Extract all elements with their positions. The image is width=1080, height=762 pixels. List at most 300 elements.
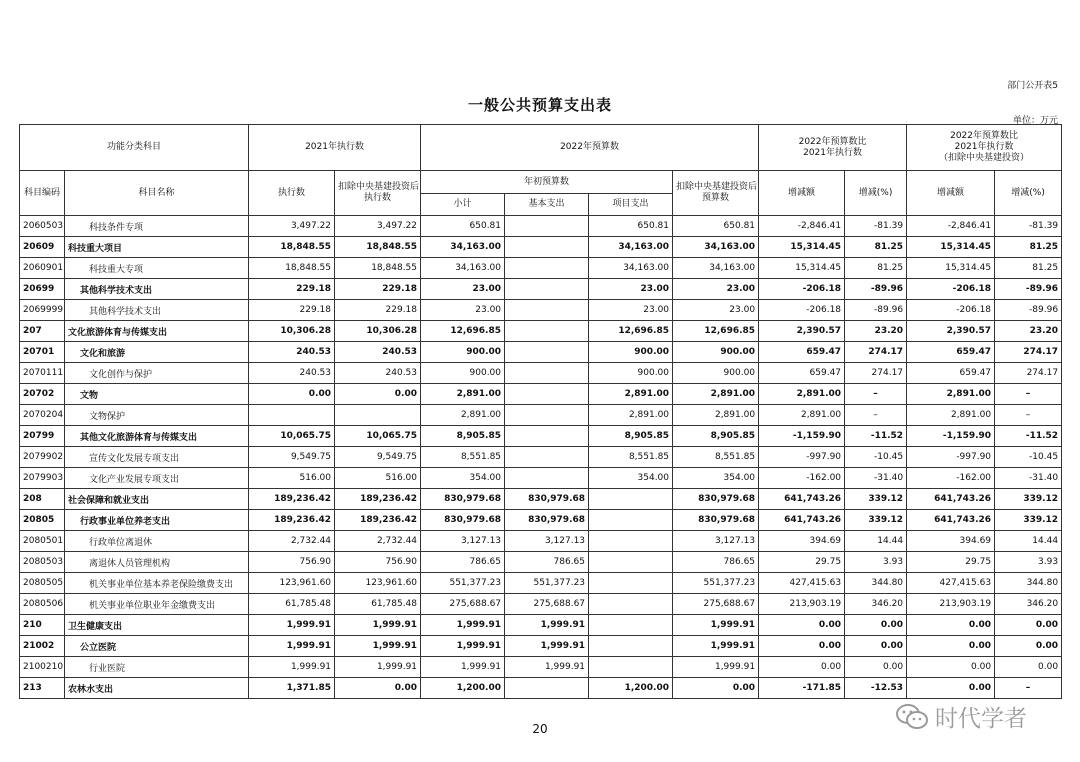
cell-pct1: 0.00 bbox=[845, 615, 907, 636]
cell-exec-ex: 3,497.22 bbox=[335, 216, 421, 237]
cell-pct2: – bbox=[995, 384, 1062, 405]
cell-project: 2,891.00 bbox=[589, 405, 673, 426]
budget-table bbox=[19, 124, 1062, 699]
cell-code: 20609 bbox=[20, 237, 65, 258]
page-number: 20 bbox=[532, 722, 548, 736]
cell-pct2: 344.80 bbox=[995, 573, 1062, 594]
cell-exec: 10,065.75 bbox=[249, 426, 335, 447]
cell-exec: 2,732.44 bbox=[249, 531, 335, 552]
table-row bbox=[20, 636, 1062, 657]
cell-incr1: 0.00 bbox=[759, 636, 845, 657]
cell-exec: 9,549.75 bbox=[249, 447, 335, 468]
cell-incr1: 641,743.26 bbox=[759, 510, 845, 531]
cell-incr1: 2,390.57 bbox=[759, 321, 845, 342]
header-subtotal: 小计 bbox=[421, 194, 505, 216]
cell-budget-ex: 275,688.67 bbox=[673, 594, 759, 615]
cell-basic bbox=[505, 447, 589, 468]
cell-pct1: 0.00 bbox=[845, 636, 907, 657]
cell-incr1: 15,314.45 bbox=[759, 237, 845, 258]
cell-incr1: 427,415.63 bbox=[759, 573, 845, 594]
cell-code: 2100210 bbox=[20, 657, 65, 678]
cell-exec: 516.00 bbox=[249, 468, 335, 489]
cell-name: 离退休人员管理机构 bbox=[65, 552, 249, 573]
cell-subtotal: 2,891.00 bbox=[421, 405, 505, 426]
cell-exec-ex: 240.53 bbox=[335, 342, 421, 363]
cell-incr2: 2,390.57 bbox=[907, 321, 995, 342]
cell-code: 2079902 bbox=[20, 447, 65, 468]
cell-subtotal: 1,999.91 bbox=[421, 615, 505, 636]
cell-exec: 123,961.60 bbox=[249, 573, 335, 594]
cell-basic: 275,688.67 bbox=[505, 594, 589, 615]
header-exec-2021: 2021年执行数 bbox=[249, 125, 421, 171]
cell-pct1: – bbox=[845, 384, 907, 405]
cell-exec: 18,848.55 bbox=[249, 237, 335, 258]
cell-subtotal: 1,999.91 bbox=[421, 636, 505, 657]
cell-incr2: 2,891.00 bbox=[907, 405, 995, 426]
cell-incr1: 0.00 bbox=[759, 657, 845, 678]
cell-pct1: 339.12 bbox=[845, 489, 907, 510]
cell-budget-ex: 34,163.00 bbox=[673, 258, 759, 279]
table-row bbox=[20, 573, 1062, 594]
cell-incr2: 15,314.45 bbox=[907, 237, 995, 258]
cell-budget-ex: 3,127.13 bbox=[673, 531, 759, 552]
cell-incr1: 213,903.19 bbox=[759, 594, 845, 615]
cell-pct2: 14.44 bbox=[995, 531, 1062, 552]
cell-incr2: 659.47 bbox=[907, 342, 995, 363]
table-row bbox=[20, 489, 1062, 510]
header-incr-1: 增减额 bbox=[759, 171, 845, 216]
cell-basic: 830,979.68 bbox=[505, 489, 589, 510]
cell-subtotal: 23.00 bbox=[421, 300, 505, 321]
cell-budget-ex: 12,696.85 bbox=[673, 321, 759, 342]
cell-exec-ex: 61,785.48 bbox=[335, 594, 421, 615]
cell-incr1: 394.69 bbox=[759, 531, 845, 552]
cell-pct1: -10.45 bbox=[845, 447, 907, 468]
cell-incr1: 29.75 bbox=[759, 552, 845, 573]
table-row bbox=[20, 594, 1062, 615]
cell-incr1: -2,846.41 bbox=[759, 216, 845, 237]
cell-code: 20702 bbox=[20, 384, 65, 405]
header-exec: 执行数 bbox=[249, 171, 335, 216]
table-row bbox=[20, 300, 1062, 321]
cell-pct1: -81.39 bbox=[845, 216, 907, 237]
cell-incr1: -206.18 bbox=[759, 300, 845, 321]
cell-incr2: 0.00 bbox=[907, 678, 995, 699]
cell-subtotal: 23.00 bbox=[421, 279, 505, 300]
table-row bbox=[20, 258, 1062, 279]
table-row bbox=[20, 216, 1062, 237]
cell-name: 文物保护 bbox=[65, 405, 249, 426]
cell-basic bbox=[505, 279, 589, 300]
cell-subtotal: 830,979.68 bbox=[421, 510, 505, 531]
cell-pct1: 23.20 bbox=[845, 321, 907, 342]
cell-name: 文化旅游体育与传媒支出 bbox=[65, 321, 249, 342]
cell-name: 其他科学技术支出 bbox=[65, 300, 249, 321]
cell-name: 卫生健康支出 bbox=[65, 615, 249, 636]
cell-basic bbox=[505, 321, 589, 342]
cell-pct1: 346.20 bbox=[845, 594, 907, 615]
cell-pct1: 274.17 bbox=[845, 363, 907, 384]
cell-exec: 1,999.91 bbox=[249, 615, 335, 636]
cell-budget-ex: 900.00 bbox=[673, 342, 759, 363]
cell-basic bbox=[505, 405, 589, 426]
cell-incr1: -997.90 bbox=[759, 447, 845, 468]
cell-exec: 10,306.28 bbox=[249, 321, 335, 342]
cell-subtotal: 551,377.23 bbox=[421, 573, 505, 594]
cell-incr2: 394.69 bbox=[907, 531, 995, 552]
cell-subtotal: 8,905.85 bbox=[421, 426, 505, 447]
cell-basic bbox=[505, 426, 589, 447]
cell-exec-ex: 2,732.44 bbox=[335, 531, 421, 552]
cell-incr1: 2,891.00 bbox=[759, 405, 845, 426]
cell-incr2: 15,314.45 bbox=[907, 258, 995, 279]
cell-pct2: 81.25 bbox=[995, 237, 1062, 258]
cell-name: 宣传文化发展专项支出 bbox=[65, 447, 249, 468]
cell-budget-ex: 8,905.85 bbox=[673, 426, 759, 447]
header-exec-ex: 扣除中央基建投资后 执行数 bbox=[335, 171, 421, 216]
header-basic: 基本支出 bbox=[505, 194, 589, 216]
cell-basic: 1,999.91 bbox=[505, 615, 589, 636]
cell-incr1: -162.00 bbox=[759, 468, 845, 489]
cell-exec-ex: 229.18 bbox=[335, 279, 421, 300]
cell-project: 2,891.00 bbox=[589, 384, 673, 405]
cell-name: 文化创作与保护 bbox=[65, 363, 249, 384]
cell-incr1: 0.00 bbox=[759, 615, 845, 636]
cell-exec-ex: 240.53 bbox=[335, 363, 421, 384]
cell-basic: 830,979.68 bbox=[505, 510, 589, 531]
cell-subtotal: 3,127.13 bbox=[421, 531, 505, 552]
cell-pct2: 0.00 bbox=[995, 657, 1062, 678]
cell-project bbox=[589, 573, 673, 594]
header-project: 项目支出 bbox=[589, 194, 673, 216]
cell-project: 354.00 bbox=[589, 468, 673, 489]
cell-project bbox=[589, 636, 673, 657]
watermark bbox=[895, 700, 1027, 733]
cell-incr2: -1,159.90 bbox=[907, 426, 995, 447]
header-name: 科目名称 bbox=[65, 171, 249, 216]
cell-incr1: 2,891.00 bbox=[759, 384, 845, 405]
cell-project bbox=[589, 615, 673, 636]
cell-name: 科技重大专项 bbox=[65, 258, 249, 279]
cell-exec-ex: 10,065.75 bbox=[335, 426, 421, 447]
cell-project: 650.81 bbox=[589, 216, 673, 237]
cell-project bbox=[589, 489, 673, 510]
cell-project: 12,696.85 bbox=[589, 321, 673, 342]
table-body bbox=[20, 216, 1062, 699]
cell-pct2: – bbox=[995, 678, 1062, 699]
cell-exec-ex: 0.00 bbox=[335, 384, 421, 405]
cell-exec-ex: 10,306.28 bbox=[335, 321, 421, 342]
cell-basic: 551,377.23 bbox=[505, 573, 589, 594]
cell-subtotal: 1,999.91 bbox=[421, 657, 505, 678]
cell-subtotal: 12,696.85 bbox=[421, 321, 505, 342]
cell-project: 23.00 bbox=[589, 300, 673, 321]
cell-exec: 18,848.55 bbox=[249, 258, 335, 279]
cell-budget-ex: 1,999.91 bbox=[673, 615, 759, 636]
cell-name: 机关事业单位职业年金缴费支出 bbox=[65, 594, 249, 615]
cell-pct2: 346.20 bbox=[995, 594, 1062, 615]
cell-code: 2070111 bbox=[20, 363, 65, 384]
cell-project: 8,551.85 bbox=[589, 447, 673, 468]
cell-budget-ex: 900.00 bbox=[673, 363, 759, 384]
cell-pct2: 81.25 bbox=[995, 258, 1062, 279]
cell-project: 8,905.85 bbox=[589, 426, 673, 447]
cell-basic: 1,999.91 bbox=[505, 636, 589, 657]
header-pct-1: 增减(%) bbox=[845, 171, 907, 216]
cell-name: 文化和旅游 bbox=[65, 342, 249, 363]
watermark-text: 时代学者 bbox=[935, 706, 1027, 732]
header-initial: 年初预算数 bbox=[421, 171, 673, 194]
cell-budget-ex: 830,979.68 bbox=[673, 510, 759, 531]
unit-label: 单位：万元 bbox=[1012, 116, 1058, 126]
table-row bbox=[20, 531, 1062, 552]
cell-incr1: -171.85 bbox=[759, 678, 845, 699]
cell-basic bbox=[505, 363, 589, 384]
table-row bbox=[20, 342, 1062, 363]
table-row bbox=[20, 384, 1062, 405]
cell-exec-ex: 516.00 bbox=[335, 468, 421, 489]
cell-pct2: – bbox=[995, 405, 1062, 426]
cell-exec: 1,999.91 bbox=[249, 636, 335, 657]
cell-name: 公立医院 bbox=[65, 636, 249, 657]
cell-exec-ex: 18,848.55 bbox=[335, 258, 421, 279]
cell-project bbox=[589, 594, 673, 615]
cell-budget-ex: 354.00 bbox=[673, 468, 759, 489]
cell-subtotal: 34,163.00 bbox=[421, 237, 505, 258]
cell-code: 2060901 bbox=[20, 258, 65, 279]
cell-exec: 240.53 bbox=[249, 363, 335, 384]
cell-code: 2070204 bbox=[20, 405, 65, 426]
cell-exec-ex: 18,848.55 bbox=[335, 237, 421, 258]
cell-pct1: 14.44 bbox=[845, 531, 907, 552]
cell-incr2: -997.90 bbox=[907, 447, 995, 468]
cell-pct1: 3.93 bbox=[845, 552, 907, 573]
cell-project: 34,163.00 bbox=[589, 258, 673, 279]
table-row bbox=[20, 657, 1062, 678]
cell-name: 农林水支出 bbox=[65, 678, 249, 699]
cell-code: 207 bbox=[20, 321, 65, 342]
cell-exec: 0.00 bbox=[249, 384, 335, 405]
cell-pct1: 81.25 bbox=[845, 258, 907, 279]
cell-subtotal: 650.81 bbox=[421, 216, 505, 237]
cell-pct2: -31.40 bbox=[995, 468, 1062, 489]
cell-pct2: -89.96 bbox=[995, 300, 1062, 321]
header-func-class: 功能分类科目 bbox=[20, 125, 249, 171]
table-row bbox=[20, 510, 1062, 531]
cell-subtotal: 275,688.67 bbox=[421, 594, 505, 615]
cell-exec: 189,236.42 bbox=[249, 489, 335, 510]
header-budget-ex: 扣除中央基建投资后 预算数 bbox=[673, 171, 759, 216]
header-incr-2: 增减额 bbox=[907, 171, 995, 216]
header-compare-ex: 2022年预算数比 2021年执行数 （扣除中央基建投资） bbox=[907, 125, 1062, 171]
cell-budget-ex: 2,891.00 bbox=[673, 405, 759, 426]
cell-exec-ex: 1,999.91 bbox=[335, 636, 421, 657]
cell-pct1: -11.52 bbox=[845, 426, 907, 447]
cell-budget-ex: 8,551.85 bbox=[673, 447, 759, 468]
cell-incr2: 427,415.63 bbox=[907, 573, 995, 594]
cell-project: 900.00 bbox=[589, 342, 673, 363]
cell-exec-ex: 1,999.91 bbox=[335, 657, 421, 678]
cell-project: 34,163.00 bbox=[589, 237, 673, 258]
cell-pct1: 339.12 bbox=[845, 510, 907, 531]
cell-project bbox=[589, 552, 673, 573]
cell-subtotal: 900.00 bbox=[421, 363, 505, 384]
cell-budget-ex: 1,999.91 bbox=[673, 657, 759, 678]
cell-incr2: 641,743.26 bbox=[907, 489, 995, 510]
cell-pct1: 0.00 bbox=[845, 657, 907, 678]
cell-budget-ex: 34,163.00 bbox=[673, 237, 759, 258]
cell-pct2: 3.93 bbox=[995, 552, 1062, 573]
cell-code: 2080503 bbox=[20, 552, 65, 573]
cell-budget-ex: 2,891.00 bbox=[673, 384, 759, 405]
cell-pct2: 23.20 bbox=[995, 321, 1062, 342]
cell-basic bbox=[505, 216, 589, 237]
cell-subtotal: 2,891.00 bbox=[421, 384, 505, 405]
cell-exec: 1,999.91 bbox=[249, 657, 335, 678]
cell-exec: 240.53 bbox=[249, 342, 335, 363]
cell-pct1: 274.17 bbox=[845, 342, 907, 363]
cell-incr2: 641,743.26 bbox=[907, 510, 995, 531]
cell-basic: 1,999.91 bbox=[505, 657, 589, 678]
cell-pct1: 344.80 bbox=[845, 573, 907, 594]
table-number-label: 部门公开表5 bbox=[1007, 81, 1058, 91]
cell-incr1: 641,743.26 bbox=[759, 489, 845, 510]
table-row bbox=[20, 321, 1062, 342]
cell-pct1: -89.96 bbox=[845, 279, 907, 300]
cell-code: 20799 bbox=[20, 426, 65, 447]
cell-incr1: -206.18 bbox=[759, 279, 845, 300]
cell-exec-ex: 0.00 bbox=[335, 678, 421, 699]
cell-basic bbox=[505, 300, 589, 321]
cell-exec: 229.18 bbox=[249, 279, 335, 300]
cell-exec: 756.90 bbox=[249, 552, 335, 573]
page-title: 一般公共预算支出表 bbox=[467, 96, 612, 114]
cell-exec: 1,371.85 bbox=[249, 678, 335, 699]
wechat-logo-icon bbox=[895, 703, 929, 731]
table-row bbox=[20, 468, 1062, 489]
cell-name: 科技重大项目 bbox=[65, 237, 249, 258]
cell-pct2: -89.96 bbox=[995, 279, 1062, 300]
cell-code: 2080506 bbox=[20, 594, 65, 615]
cell-incr1: 659.47 bbox=[759, 363, 845, 384]
cell-incr2: 29.75 bbox=[907, 552, 995, 573]
cell-exec-ex: 229.18 bbox=[335, 300, 421, 321]
cell-basic bbox=[505, 342, 589, 363]
header-compare: 2022年预算数比 2021年执行数 bbox=[759, 125, 907, 171]
cell-project: 1,200.00 bbox=[589, 678, 673, 699]
cell-project bbox=[589, 657, 673, 678]
cell-incr2: -206.18 bbox=[907, 279, 995, 300]
cell-project: 23.00 bbox=[589, 279, 673, 300]
header-budget-2022: 2022年预算数 bbox=[421, 125, 759, 171]
cell-incr1: 659.47 bbox=[759, 342, 845, 363]
cell-pct2: -10.45 bbox=[995, 447, 1062, 468]
cell-code: 20699 bbox=[20, 279, 65, 300]
cell-subtotal: 1,200.00 bbox=[421, 678, 505, 699]
cell-subtotal: 900.00 bbox=[421, 342, 505, 363]
cell-incr2: 2,891.00 bbox=[907, 384, 995, 405]
cell-pct2: 339.12 bbox=[995, 489, 1062, 510]
cell-project bbox=[589, 531, 673, 552]
cell-incr2: 0.00 bbox=[907, 636, 995, 657]
cell-pct1: – bbox=[845, 405, 907, 426]
cell-name: 其他文化旅游体育与传媒支出 bbox=[65, 426, 249, 447]
cell-pct1: -12.53 bbox=[845, 678, 907, 699]
cell-exec-ex: 756.90 bbox=[335, 552, 421, 573]
table-row bbox=[20, 237, 1062, 258]
cell-subtotal: 354.00 bbox=[421, 468, 505, 489]
cell-budget-ex: 551,377.23 bbox=[673, 573, 759, 594]
cell-subtotal: 786.65 bbox=[421, 552, 505, 573]
cell-incr2: -162.00 bbox=[907, 468, 995, 489]
cell-name: 行政单位离退休 bbox=[65, 531, 249, 552]
cell-exec-ex: 9,549.75 bbox=[335, 447, 421, 468]
cell-name: 文化产业发展专项支出 bbox=[65, 468, 249, 489]
cell-code: 208 bbox=[20, 489, 65, 510]
cell-incr2: 659.47 bbox=[907, 363, 995, 384]
cell-name: 其他科学技术支出 bbox=[65, 279, 249, 300]
table-row bbox=[20, 405, 1062, 426]
cell-exec-ex: 189,236.42 bbox=[335, 489, 421, 510]
cell-pct2: 274.17 bbox=[995, 363, 1062, 384]
cell-exec: 3,497.22 bbox=[249, 216, 335, 237]
cell-incr2: 213,903.19 bbox=[907, 594, 995, 615]
cell-pct2: -11.52 bbox=[995, 426, 1062, 447]
cell-basic: 786.65 bbox=[505, 552, 589, 573]
cell-exec: 229.18 bbox=[249, 300, 335, 321]
cell-code: 2069999 bbox=[20, 300, 65, 321]
cell-pct2: 339.12 bbox=[995, 510, 1062, 531]
cell-budget-ex: 786.65 bbox=[673, 552, 759, 573]
table-row bbox=[20, 447, 1062, 468]
cell-exec-ex: 1,999.91 bbox=[335, 615, 421, 636]
cell-name: 文物 bbox=[65, 384, 249, 405]
cell-code: 20805 bbox=[20, 510, 65, 531]
cell-code: 20701 bbox=[20, 342, 65, 363]
table-row bbox=[20, 279, 1062, 300]
cell-project: 900.00 bbox=[589, 363, 673, 384]
table-row bbox=[20, 615, 1062, 636]
cell-incr2: 0.00 bbox=[907, 615, 995, 636]
cell-basic bbox=[505, 237, 589, 258]
cell-budget-ex: 23.00 bbox=[673, 279, 759, 300]
cell-basic bbox=[505, 678, 589, 699]
cell-pct1: -89.96 bbox=[845, 300, 907, 321]
cell-name: 机关事业单位基本养老保险缴费支出 bbox=[65, 573, 249, 594]
cell-code: 2060503 bbox=[20, 216, 65, 237]
cell-exec-ex: 189,236.42 bbox=[335, 510, 421, 531]
cell-exec: 61,785.48 bbox=[249, 594, 335, 615]
cell-pct2: 274.17 bbox=[995, 342, 1062, 363]
table-row bbox=[20, 363, 1062, 384]
cell-pct1: 81.25 bbox=[845, 237, 907, 258]
cell-exec-ex: 123,961.60 bbox=[335, 573, 421, 594]
cell-incr1: 15,314.45 bbox=[759, 258, 845, 279]
cell-code: 210 bbox=[20, 615, 65, 636]
cell-incr1: -1,159.90 bbox=[759, 426, 845, 447]
cell-basic bbox=[505, 258, 589, 279]
cell-budget-ex: 650.81 bbox=[673, 216, 759, 237]
cell-basic bbox=[505, 384, 589, 405]
cell-name: 科技条件专项 bbox=[65, 216, 249, 237]
cell-exec: 189,236.42 bbox=[249, 510, 335, 531]
cell-subtotal: 34,163.00 bbox=[421, 258, 505, 279]
cell-code: 2080505 bbox=[20, 573, 65, 594]
cell-code: 2079903 bbox=[20, 468, 65, 489]
cell-project bbox=[589, 510, 673, 531]
cell-budget-ex: 1,999.91 bbox=[673, 636, 759, 657]
cell-subtotal: 8,551.85 bbox=[421, 447, 505, 468]
